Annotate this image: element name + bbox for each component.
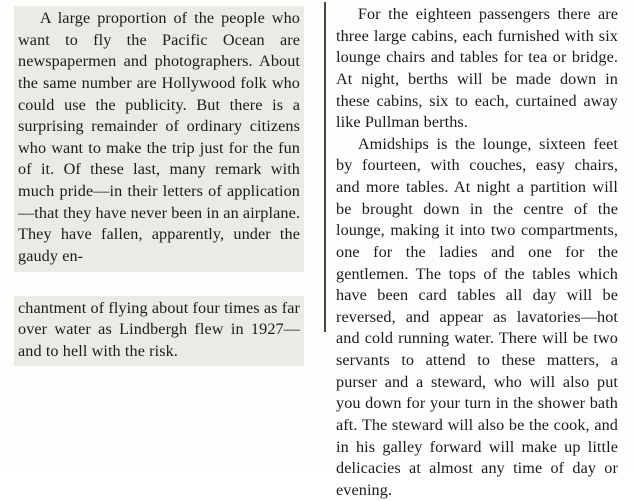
paragraph: A large proportion of the people who want to fly the Pacific Ocean are newspapermen and photographers. About the same number are Hollywood folk who could use the publicity. But there is a surprising remainder of ordinary citizens who want to make the trip just for the fun of it. Of these last, many remark with much pride—in their letters of application—that they have never been in an airplane. They have fallen, apparently, under the gaudy en-	[18, 9, 300, 265]
right-text-block-1	[336, 4, 618, 134]
left-text-block-2	[14, 296, 304, 367]
left-column	[0, 0, 318, 465]
paragraph: For the eighteen passengers there are three large cabins, each furnished with six lounge chairs and tables for tea or bridge. At night, berths will be made down in these cabins, six to each, curtained away like Pullman berths.	[336, 5, 618, 132]
paragraph: chantment of flying about four times as far over water as Lindbergh flew in 1927—and to hell with the risk.	[18, 298, 300, 360]
right-text-block-2	[336, 134, 618, 501]
paragraph: Amidships is the lounge, sixteen feet by fourteen, with couches, easy chairs, and more tables. At night a partition will be brought down in the centre of the lounge, making it into two compartments, one for the ladies and one for the gentlemen. The tops of the tables which have been card tables all day will be reversed, and appear as lavatories—hot and cold running water. There will be two servants to attend to these matters, a purser and a steward, who will also put you down for your turn in the shower bath aft. The steward will also be the cook, and in his galley forward will make up little delicacies at almost any time of day or evening.	[336, 134, 618, 499]
left-text-block-1	[14, 6, 304, 272]
right-column	[318, 0, 634, 499]
